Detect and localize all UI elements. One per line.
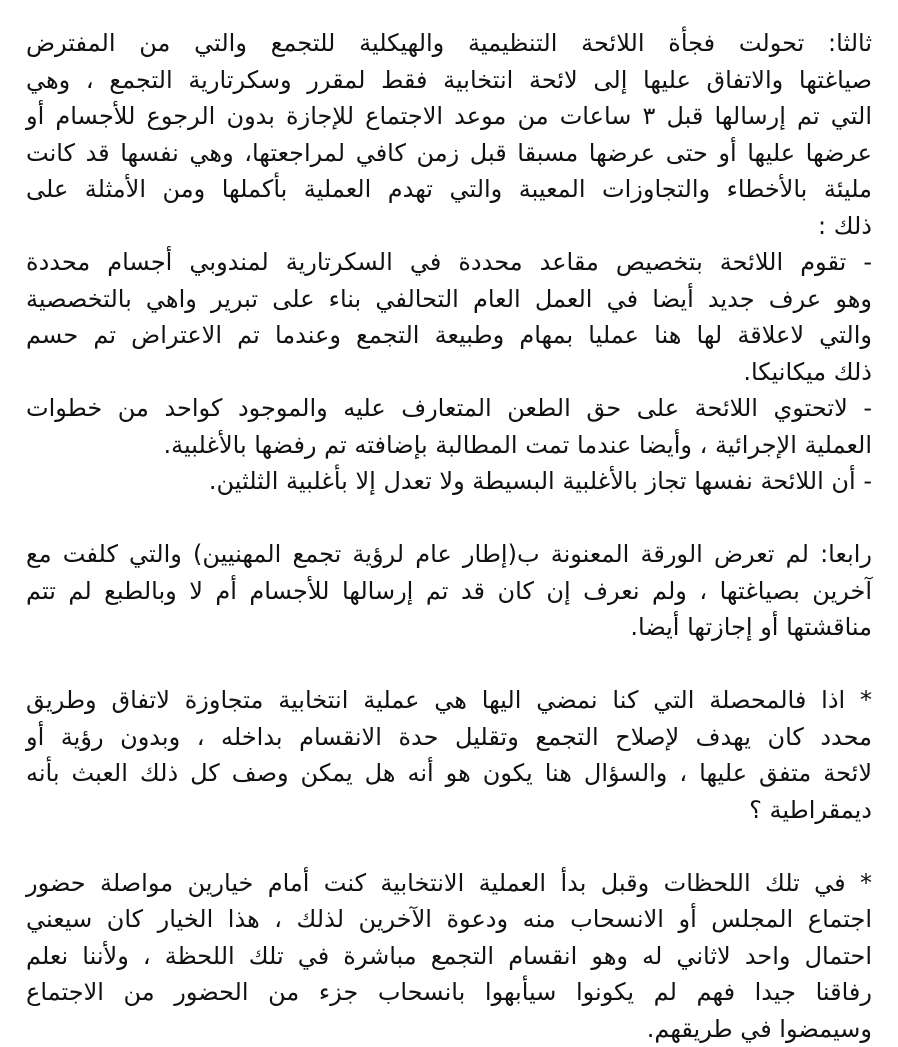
text-line: العملية الإجرائية ، وأيضا عندما تمت المطالبة بإضافته تم رفضها بالأغلبية. xyxy=(26,427,872,464)
paragraph-gap xyxy=(26,500,872,537)
text-line: مناقشتها أو إجازتها أيضا. xyxy=(26,609,872,646)
paragraph-gap xyxy=(26,828,872,865)
paragraph-thirdly xyxy=(26,25,872,244)
text-line: صياغتها والاتفاق عليها إلى لائحة انتخابية فقط لمقرر وسكرتارية التجمع ، وهي xyxy=(26,62,872,99)
paragraph-outcome xyxy=(26,682,872,828)
text-line: وسيمضوا في طريقهم. xyxy=(26,1011,872,1047)
text-line: وهو عرف جديد أيضا في العمل العام التحالفي بناء على تبرير واهي بالتخصصية xyxy=(26,281,872,318)
text-line: عرضها عليها أو حتى عرضها مسبقا قبل زمن كافي لمراجعتها، وهي نفسها قد كانت xyxy=(26,135,872,172)
text-line: آخرين بصياغتها ، ولم نعرف إن كان قد تم إرسالها للأجسام أم لا وبالطبع لم تتم xyxy=(26,573,872,610)
bullet-right-of-appeal xyxy=(26,390,872,463)
article-text xyxy=(26,25,872,1047)
paragraph-gap xyxy=(26,646,872,683)
text-line: محدد كان يهدف لإصلاح التجمع وتقليل حدة الانقسام بداخله ، وبدون رؤية أو xyxy=(26,719,872,756)
text-line: * في تلك اللحظات وقبل بدأ العملية الانتخابية كنت أمام خيارين مواصلة حضور xyxy=(26,865,872,902)
text-line: ديمقراطية ؟ xyxy=(26,792,872,829)
text-line: التي تم إرسالها قبل ٣ ساعات من موعد الاجتماع للإجازة بدون الرجوع للأجسام أو xyxy=(26,98,872,135)
text-line: - لاتحتوي اللائحة على حق الطعن المتعارف عليه والموجود كواحد من خطوات xyxy=(26,390,872,427)
bullet-seat-allocation xyxy=(26,244,872,390)
text-line: - تقوم اللائحة بتخصيص مقاعد محددة في السكرتارية لمندوبي أجسام محددة xyxy=(26,244,872,281)
text-line: * اذا فالمحصلة التي كنا نمضي اليها هي عملية انتخابية متجاوزة لاتفاق وطريق xyxy=(26,682,872,719)
bullet-majority-rule xyxy=(26,463,872,500)
text-line: رفاقنا جيدا فهم لم يكونوا سيأبهوا بانسحاب جزء من الحضور من الاجتماع xyxy=(26,974,872,1011)
paragraph-fourthly xyxy=(26,536,872,646)
text-line: - أن اللائحة نفسها تجاز بالأغلبية البسيطة ولا تعدل إلا بأغلبية الثلثين. xyxy=(26,463,872,500)
paragraph-those-moments xyxy=(26,865,872,1047)
text-line: ثالثا: تحولت فجأة اللائحة التنظيمية والهيكلية للتجمع والتي من المفترض xyxy=(26,25,872,62)
text-line: والتي لاعلاقة لها هنا عمليا بمهام وطبيعة التجمع وعندما تم الاعتراض تم حسم xyxy=(26,317,872,354)
text-line: ذلك : xyxy=(26,208,872,245)
text-line: مليئة بالأخطاء والتجاوزات المعيبة والتي تهدم العملية بأكملها ومن الأمثلة على xyxy=(26,171,872,208)
text-line: اجتماع المجلس أو الانسحاب منه ودعوة الآخرين لذلك ، هذا الخيار كان سيعني xyxy=(26,901,872,938)
text-line: رابعا: لم تعرض الورقة المعنونة ب(إطار عام لرؤية تجمع المهنيين) والتي كلفت مع xyxy=(26,536,872,573)
text-line: احتمال واحد لاثاني له وهو انقسام التجمع مباشرة في تلك اللحظة ، ولأننا نعلم xyxy=(26,938,872,975)
text-line: ذلك ميكانيكا. xyxy=(26,354,872,391)
text-line: لائحة متفق عليها ، والسؤال هنا يكون هو أنه هل يمكن وصف كل ذلك العبث بأنه xyxy=(26,755,872,792)
